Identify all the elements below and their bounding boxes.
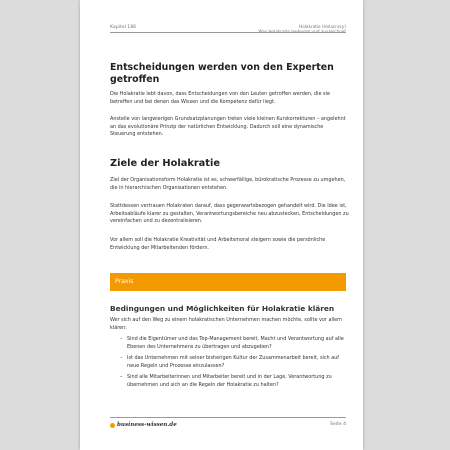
praxis-label: Praxis xyxy=(115,278,134,285)
document-page xyxy=(80,0,363,450)
bullet-dash: – xyxy=(120,355,123,362)
list-item-text: Ist das Unternehmen mit seiner bisherigen Kultur der Zusammenarbeit bereit, sich auf neue Regeln und Prozesse einzulassen? xyxy=(127,355,340,369)
paragraph-experts-1: Die Holakratie lebt davon, dass Entscheidungen von den Leuten getroffen werden, die sie betreffen und bei denen das Wissen und die Kompetenz dafür liegt. xyxy=(110,91,330,105)
list-item xyxy=(110,355,350,370)
paragraph-conditions-intro: Wer sich auf den Weg zu einem holakratischen Unternehmen machen möchte, sollte vor allem klären: xyxy=(110,317,342,331)
logo-dot-icon xyxy=(110,423,115,428)
list-item-text: Sind die Eigentümer und das Top-Management bereit, Macht und Verantwortung auf alle Ebenen des Unternehmens zu übertragen und abzugeben? xyxy=(127,336,344,350)
page-number: Seite 4 xyxy=(329,422,346,427)
paragraph-goals-2: Stattdessen vertrauen Holakraten darauf, dass gegenwartsbezogen gehandelt wird. Die Idee ist, Arbeitsabläufe klarer zu gestalten, Verantwortungsbereiche neu abzustecken, Entscheidungen zu vereinfachen und zu dezentralisieren. xyxy=(110,203,349,225)
running-header xyxy=(258,24,346,35)
running-header-title: Holakratie (Holacracy) xyxy=(299,24,346,29)
paragraph-experts-2: Anstelle von langwierigen Grundsatzplanungen treten viele kleinen Kurskorrekturen – angelehnt an das evolutionäre Prinzip der natürlichen Entwicklung. Dadurch soll eine dynamische Steuerung entstehen. xyxy=(110,116,346,138)
praxis-banner xyxy=(110,273,346,291)
header-divider xyxy=(110,32,346,33)
footer-divider xyxy=(110,417,346,418)
list-item xyxy=(110,374,350,389)
section-heading-conditions: Bedingungen und Möglichkeiten für Holakratie klären xyxy=(110,304,335,313)
paragraph-goals-3: Vor allem soll die Holakratie Kreativität und Arbeitsmoral steigern sowie die persönliche Entwicklung der Mitarbeitenden fördern. xyxy=(110,237,326,251)
bullet-dash: – xyxy=(120,336,123,342)
conditions-list xyxy=(110,336,350,394)
list-item xyxy=(110,336,350,351)
section-heading-experts: Entscheidungen werden von den Experten getroffen xyxy=(110,62,334,85)
running-header-subtitle: Was Holakratie bedeutet und auszeichnet xyxy=(258,29,346,35)
bullet-dash: – xyxy=(120,374,123,381)
chapter-label: Kapitel 186 xyxy=(110,25,137,30)
list-item-text: Sind alle Mitarbeiterinnen und Mitarbeiter bereit und in der Lage, Verantwortung zu übernehmen und sich an die Regeln der Holakratie zu halten? xyxy=(127,374,332,388)
brand-logo xyxy=(110,421,177,429)
logo-text: business-wissen.de xyxy=(117,422,177,428)
section-heading-goals: Ziele der Holakratie xyxy=(110,158,220,169)
paragraph-goals-1: Ziel der Organisationsform Holakratie ist es, schwerfällige, bürokratische Prozesse zu umgehen, die in hierarchischen Organisationen entstehen. xyxy=(110,177,346,191)
